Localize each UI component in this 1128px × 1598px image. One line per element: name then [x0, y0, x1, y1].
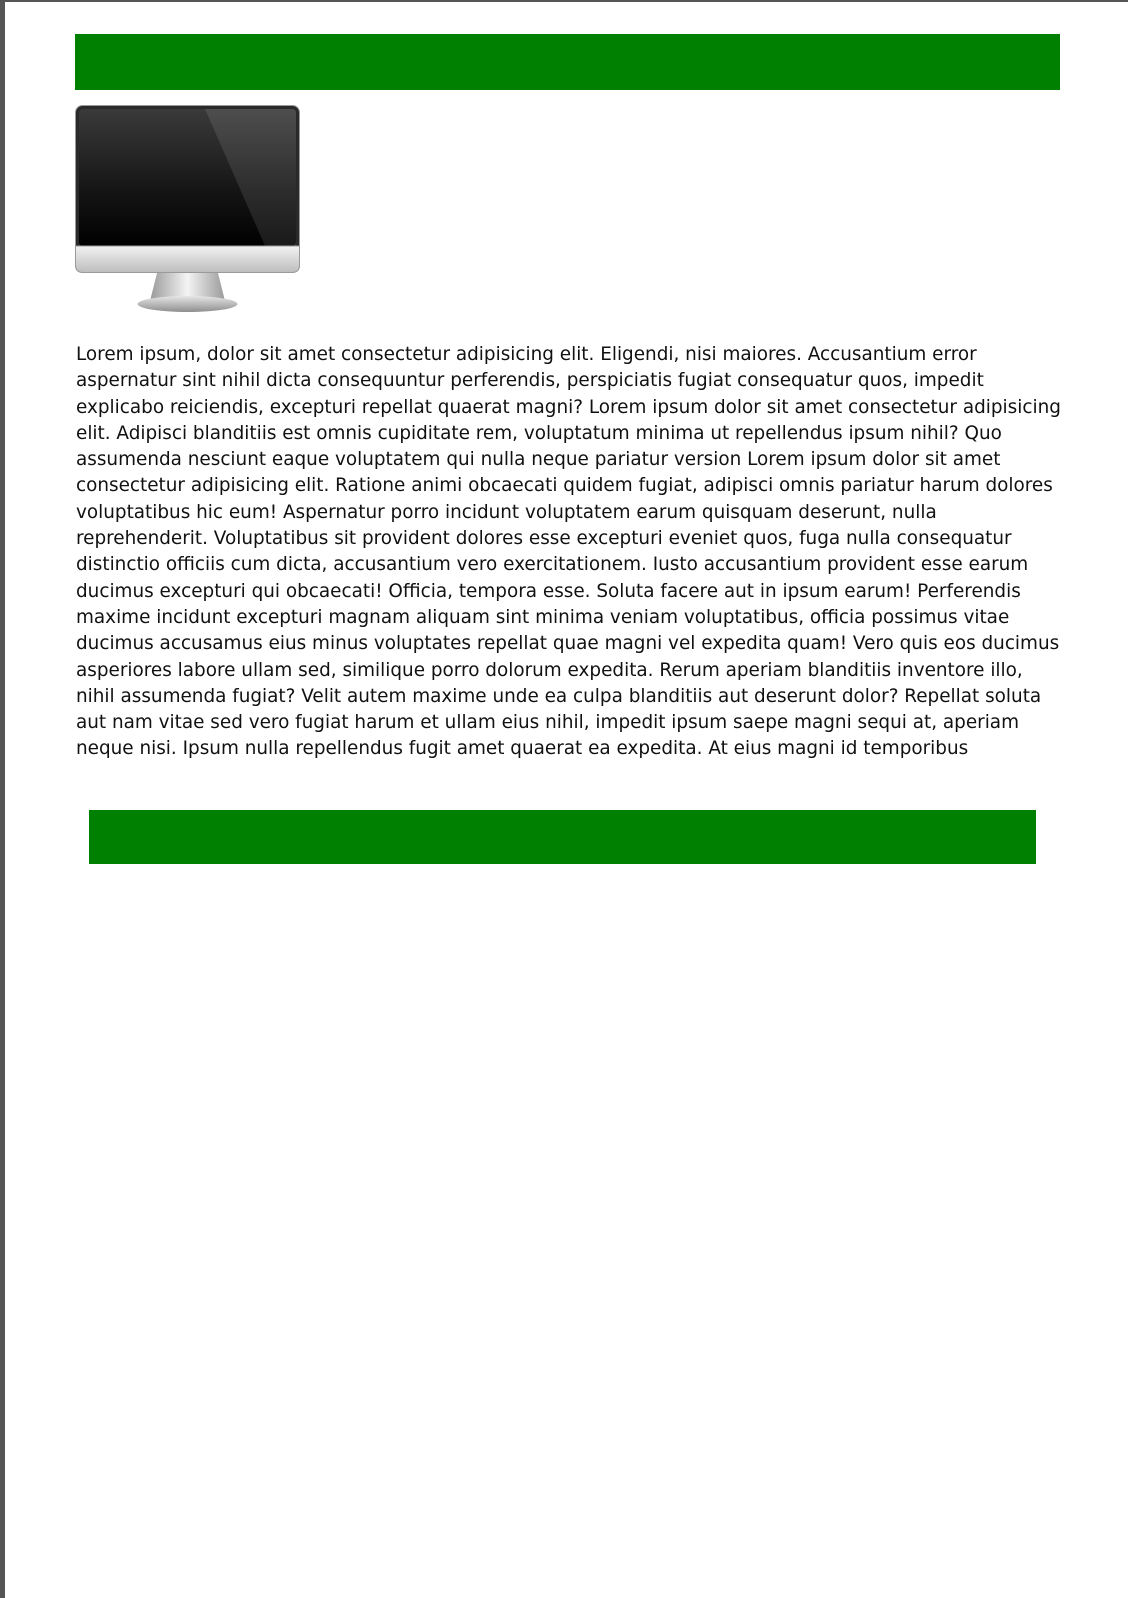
desktop-monitor-icon	[75, 105, 300, 316]
body-paragraph: Lorem ipsum, dolor sit amet consectetur adipisicing elit. Eligendi, nisi maiores. Accusantium error aspernatur sint nihil dicta consequuntur perferendis, perspiciatis fugiat consequatur quos, impedit explicabo reiciendis, excepturi repellat quaerat magni? Lorem ipsum dolor sit amet consectetur adipisicing elit. Adipisci blanditiis est omnis cupiditate rem, voluptatum minima ut repellendus ipsum nihil? Quo assumenda nesciunt eaque voluptatem qui nulla neque pariatur version Lorem ipsum dolor sit amet consectetur adipisicing elit. Ratione animi obcaecati quidem fugiat, adipisci omnis pariatur harum dolores voluptatibus hic eum! Aspernatur porro incidunt voluptatem earum quisquam deserunt, nulla reprehenderit. Voluptatibus sit provident dolores esse excepturi eveniet quos, fuga nulla consequatur distinctio officiis cum dicta, accusantium vero exercitationem. Iusto accusantium provident esse earum ducimus excepturi qui obcaecati! Officia, tempora esse. Soluta facere aut in ipsum earum! Perferendis maxime incidunt excepturi magnam aliquam sint minima veniam voluptatibus, officia possimus vitae ducimus accusamus eius minus voluptates repellat quae magni vel expedita quam! Vero quis eos ducimus asperiores labore ullam sed, similique porro dolorum expedita. Rerum aperiam blanditiis inventore illo, nihil assumenda fugiat? Velit autem maxime unde ea culpa blanditiis aut deserunt dolor? Repellat soluta aut nam vitae sed vero fugiat harum et ullam eius nihil, impedit ipsum saepe magni sequi at, aperiam neque nisi. Ipsum nulla repellendus fugit amet quaerat ea expedita. At eius magni id temporibus	[76, 344, 1061, 760]
header-banner	[75, 34, 1060, 90]
footer-banner	[89, 810, 1036, 864]
